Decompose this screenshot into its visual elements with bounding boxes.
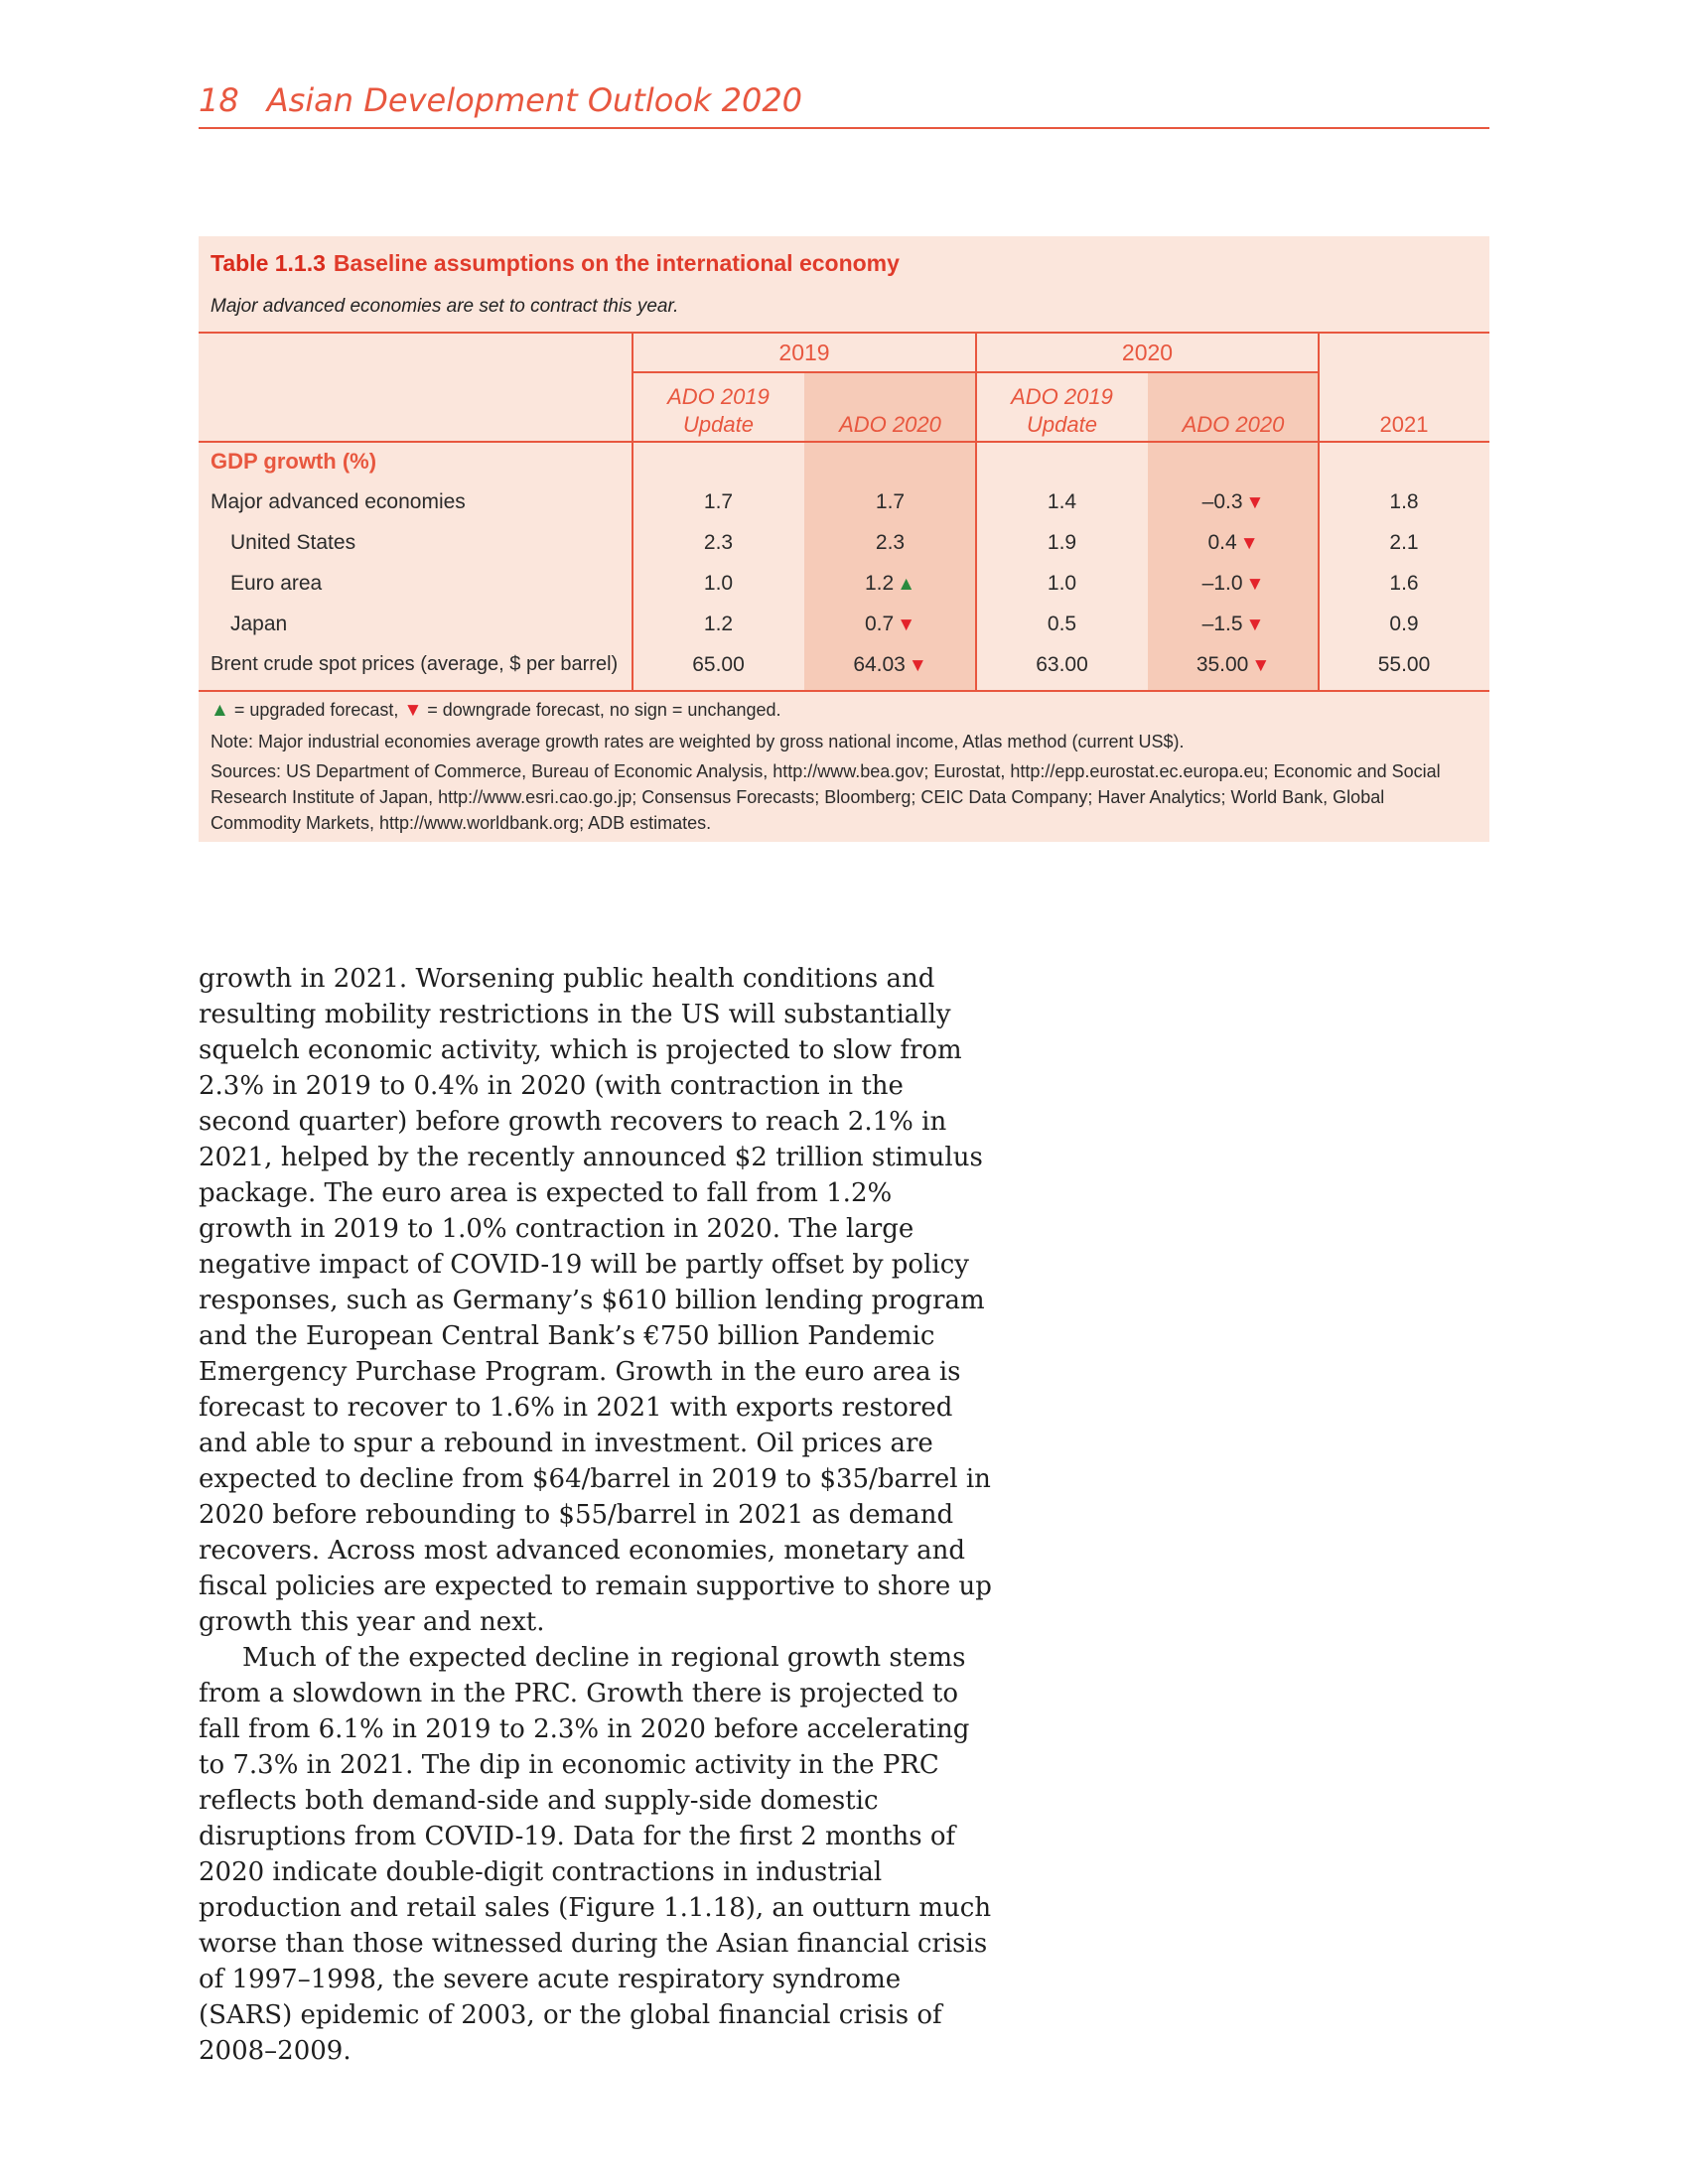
upgrade-icon: ▲ [897,574,915,595]
downgrade-icon: ▼ [403,700,423,721]
cell-brent-c2 [804,653,976,677]
body-text [199,961,993,2069]
section-gdp-growth: GDP growth (%) [211,449,377,474]
downgrade-icon: ▼ [1245,574,1265,595]
downgrade-icon: ▼ [1245,492,1265,513]
cell-euro-c4-value: –1.0 [1201,572,1243,595]
table-top-rule [199,332,1489,334]
cell-euro-c3: 1.0 [1047,572,1077,595]
downgrade-icon: ▼ [897,614,915,635]
cell-major-c4 [1148,490,1319,514]
cell-japan-c4 [1148,613,1319,636]
cell-brent-c5: 55.00 [1377,653,1431,676]
downgrade-icon: ▼ [1245,614,1265,635]
year-2019-header: 2019 [778,340,830,365]
running-header [199,81,1489,129]
header-bottom-rule [199,441,1489,443]
cell-us-c2: 2.3 [875,531,906,554]
legend-down-text: = downgrade forecast, no sign = unchanged. [422,700,781,720]
cell-brent-c4-value: 35.00 [1196,653,1249,676]
rule-2020-group [976,371,1319,373]
table-sources: Sources: US Department of Commerce, Bureau of Economic Analysis, http://www.bea.gov; Eurostat, http://epp.eurostat.ec.europa.eu; Economic and Social Research Institute of Japan, http://www.esri.cao.go.jp; Consensus Forecasts; Bloomberg; CEIC Data Company; Haver Analytics; World Bank, Global Commodity Markets, http://www.worldbank.org; ADB estimates. [211,761,1441,833]
cell-brent-c1: 65.00 [692,653,745,676]
cell-euro-c2 [804,572,976,596]
table-bottom-rule [199,690,1489,692]
cell-japan-c3: 0.5 [1047,613,1077,635]
col1-line1: ADO 2019 [667,384,770,409]
col-2021: 2021 [1379,412,1429,437]
legend-up-text: = upgraded forecast, [228,700,404,720]
table-subtitle: Major advanced economies are set to contract this year. [211,296,679,317]
cell-euro-c4 [1148,572,1319,596]
cell-euro-c1: 1.0 [703,572,734,595]
cell-us-c5: 2.1 [1389,531,1419,554]
col-2019-ado2019-update [633,383,804,439]
table-number: Table 1.1.3 [211,250,326,276]
cell-us-c1: 2.3 [703,531,734,554]
cell-major-c5: 1.8 [1389,490,1419,513]
body-paragraph-2: Much of the expected decline in regional growth stems from a slowdown in the PRC. Growth there is projected to fall from 6.1% in 2019 to 2.3% in 2020 before accelerating to 7.3% in 2021. The dip in economic activity in the PRC reflects both demand-side and supply-side domestic disruptions from COVID-19. Data for the first 2 months of 2020 indicate double-digit contractions in industrial production and retail sales (Figure 1.1.18), an outturn much worse than those witnessed during the Asian financial crisis of 1997–1998, the severe acute respiratory syndrome (SARS) epidemic of 2003, or the global financial crisis of 2008–2009. [199,1643,992,2066]
body-paragraph-1: growth in 2021. Worsening public health conditions and resulting mobility restrictions in the US will substantially squelch economic activity, which is projected to slow from 2.3% in 2019 to 0.4% in 2020 (with contraction in the second quarter) before growth recovers to reach 2.1% in 2021, helped by the recently announced $2 trillion stimulus package. The euro area is expected to fall from 1.2% growth in 2019 to 1.0% contraction in 2020. The large negative impact of COVID-19 will be partly offset by policy responses, such as Germany’s $610 billion lending program and the European Central Bank’s €750 billion Pandemic Emergency Purchase Program. Growth in the euro area is forecast to recover to 1.6% in 2021 with exports restored and able to spur a rebound in investment. Oil prices are expected to decline from $64/barrel in 2019 to $35/barrel in 2020 before rebounding to $55/barrel in 2021 as demand recovers. Across most advanced economies, monetary and fiscal policies are expected to remain supportive to shore up growth this year and next. [199,964,992,1637]
cell-japan-c1: 1.2 [703,613,734,635]
rule-2019-group [633,371,976,373]
table-legend [211,697,1472,724]
cell-japan-c4-value: –1.5 [1201,613,1243,635]
cell-major-c2: 1.7 [875,490,906,513]
row-label-japan: Japan [230,613,288,635]
downgrade-icon: ▼ [1239,533,1259,554]
table-note: Note: Major industrial economies average growth rates are weighted by gross national income, Atlas method (current US$). [211,732,1185,751]
cell-japan-c2 [804,613,976,636]
col1-line2: Update [683,412,754,437]
baseline-assumptions-table [199,236,1489,842]
upgrade-icon: ▲ [211,700,229,721]
publication-title: Asian Development Outlook 2020 [266,81,803,119]
table-title [211,250,900,277]
cell-brent-c2-value: 64.03 [853,653,906,676]
cell-us-c4-value: 0.4 [1207,531,1237,554]
cell-major-c3: 1.4 [1047,490,1077,513]
year-2020-header: 2020 [1121,340,1174,365]
downgrade-icon: ▼ [1251,655,1271,676]
cell-us-c4 [1148,531,1319,555]
cell-brent-c3: 63.00 [1036,653,1088,676]
cell-us-c3: 1.9 [1047,531,1077,554]
col-2020-ado2019-update [976,383,1148,439]
cell-major-c4-value: –0.3 [1201,490,1243,513]
cell-euro-c2-value: 1.2 [864,572,895,595]
col3-line2: Update [1027,412,1097,437]
cell-major-c1: 1.7 [703,490,734,513]
cell-brent-c4 [1148,653,1319,677]
downgrade-icon: ▼ [908,655,927,676]
col-2019-ado2020: ADO 2020 [839,412,941,437]
row-label-euro-area: Euro area [230,572,323,595]
col3-line1: ADO 2019 [1011,384,1113,409]
page-number: 18 [199,81,239,119]
cell-japan-c5: 0.9 [1389,613,1419,635]
table-title-text: Baseline assumptions on the international economy [333,250,900,276]
cell-japan-c2-value: 0.7 [864,613,895,635]
cell-euro-c5: 1.6 [1389,572,1419,595]
row-label-united-states: United States [230,531,356,554]
col-2020-ado2020: ADO 2020 [1182,412,1285,437]
row-label-major-advanced: Major advanced economies [211,490,466,513]
row-label-brent-crude: Brent crude spot prices (average, $ per barrel) [211,653,619,675]
